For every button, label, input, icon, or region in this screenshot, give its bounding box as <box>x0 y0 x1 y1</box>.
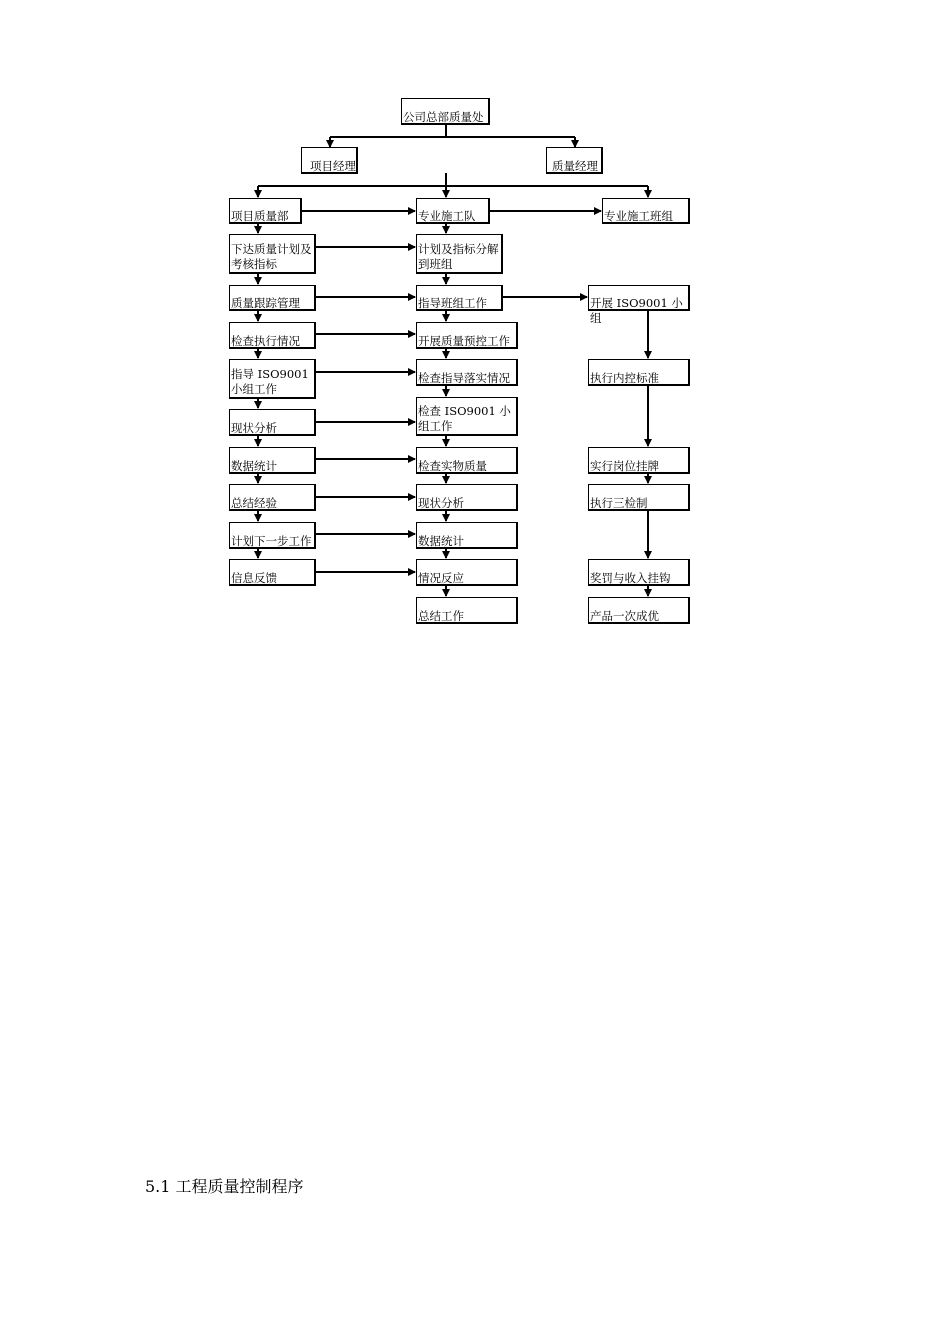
node-project-quality-dept: 项目质量部 <box>229 198 302 224</box>
middle-step-10: 总结工作 <box>416 597 518 624</box>
middle-step-9: 情况反应 <box>416 559 518 586</box>
middle-step-4: 检查指导落实情况 <box>416 359 518 386</box>
right-step-5: 奖罚与收入挂钩 <box>588 559 690 586</box>
middle-step-2: 指导班组工作 <box>416 285 503 311</box>
left-step-8: 计划下一步工作 <box>229 522 316 549</box>
node-hq-quality-dept: 公司总部质量处 <box>401 98 490 125</box>
left-step-7: 总结经验 <box>229 484 316 511</box>
left-step-6: 数据统计 <box>229 447 316 474</box>
middle-step-1: 计划及指标分解到班组 <box>416 234 503 274</box>
right-step-6: 产品一次成优 <box>588 597 690 624</box>
left-step-1: 下达质量计划及考核指标 <box>229 234 316 274</box>
left-step-3: 检查执行情况 <box>229 322 316 349</box>
right-step-1: 开展 ISO9001 小组 <box>588 285 690 311</box>
left-step-4: 指导 ISO9001 小组工作 <box>229 359 316 399</box>
right-step-3: 实行岗位挂牌 <box>588 447 690 474</box>
left-step-9: 信息反馈 <box>229 559 316 586</box>
left-step-5: 现状分析 <box>229 409 316 436</box>
middle-step-5: 检查 ISO9001 小组工作 <box>416 397 518 436</box>
node-specialty-crew: 专业施工班组 <box>602 198 690 224</box>
node-project-manager: 项目经理 <box>301 147 358 174</box>
right-step-4: 执行三检制 <box>588 484 690 511</box>
node-quality-manager: 质量经理 <box>546 147 603 174</box>
middle-step-3: 开展质量预控工作 <box>416 322 518 349</box>
middle-step-7: 现状分析 <box>416 484 518 511</box>
middle-step-8: 数据统计 <box>416 522 518 549</box>
right-step-2: 执行内控标准 <box>588 359 690 386</box>
left-step-2: 质量跟踪管理 <box>229 285 316 311</box>
section-heading: 5.1 工程质量控制程序 <box>145 1177 304 1196</box>
middle-step-6: 检查实物质量 <box>416 447 518 474</box>
node-specialty-team: 专业施工队 <box>416 198 490 224</box>
